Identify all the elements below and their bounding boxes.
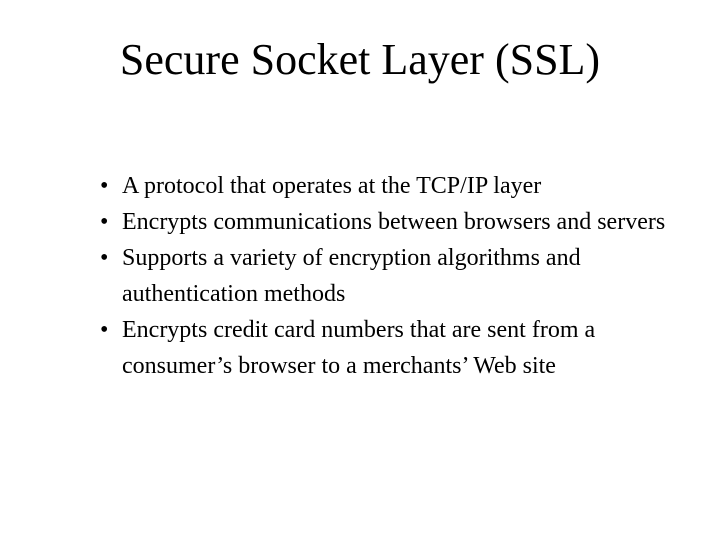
bullet-point-icon: • bbox=[100, 209, 109, 235]
bullet-text: Supports a variety of encryption algorithms and authentication methods bbox=[122, 245, 581, 307]
bullet-point-icon: • bbox=[100, 245, 109, 271]
bullet-text: Encrypts communications between browsers and servers bbox=[122, 209, 666, 235]
bullet-item bbox=[86, 168, 686, 204]
bullet-item bbox=[86, 312, 686, 384]
bullet-list bbox=[86, 168, 686, 384]
bullet-point-icon: • bbox=[100, 173, 109, 199]
slide-title: Secure Socket Layer (SSL) bbox=[119, 35, 601, 84]
bullet-text: Encrypts credit card numbers that are sent from a consumer’s browser to a merchants’ Web site bbox=[122, 317, 596, 379]
bullet-point-icon: • bbox=[100, 317, 109, 343]
bullet-text: A protocol that operates at the TCP/IP layer bbox=[122, 173, 542, 199]
bullet-item bbox=[86, 240, 686, 312]
bullet-item bbox=[86, 204, 686, 240]
